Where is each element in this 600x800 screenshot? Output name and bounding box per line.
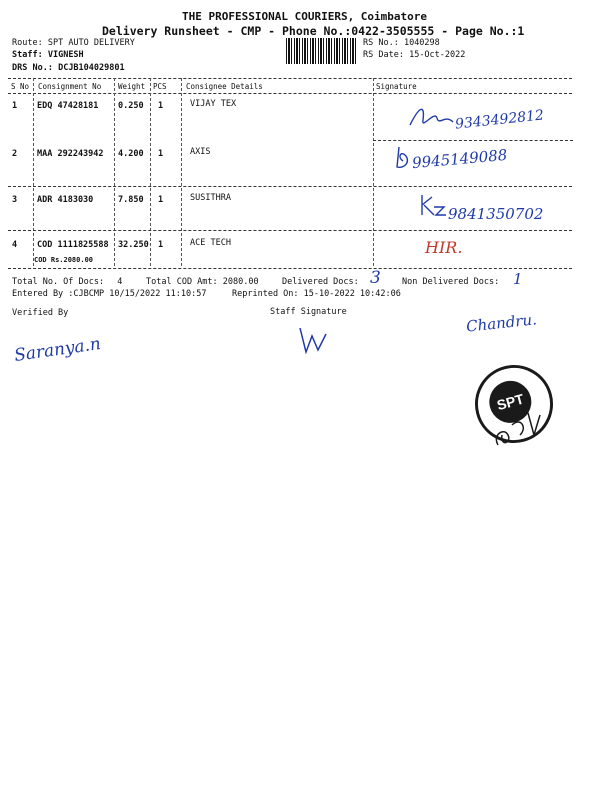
row-sno: 3 bbox=[12, 195, 18, 205]
column-divider bbox=[373, 78, 374, 266]
staff-value: VIGNESH bbox=[47, 50, 84, 60]
document-title: THE PROFESSIONAL COURIERS, Coimbatore bbox=[182, 10, 428, 23]
row-pcs: 1 bbox=[158, 240, 164, 250]
row-consignment: COD 1111825588 bbox=[37, 240, 109, 250]
row-handwritten-phone: 9343492812 bbox=[454, 107, 545, 133]
column-header-consignment: Consignment No bbox=[38, 82, 102, 91]
staff-signature-scribble bbox=[296, 326, 332, 356]
column-header-consignee: Consignee Details bbox=[186, 82, 263, 91]
row-handwritten-note: HIR. bbox=[425, 238, 463, 257]
row-pcs: 1 bbox=[158, 101, 164, 111]
delivered-docs-label: Delivered Docs: bbox=[282, 277, 359, 287]
row-rule bbox=[8, 186, 572, 187]
drs-line bbox=[12, 63, 125, 73]
row-consignee: ACE TECH bbox=[190, 238, 231, 248]
column-divider bbox=[114, 78, 115, 266]
stamp-text: SPT bbox=[495, 390, 526, 414]
row-sno: 1 bbox=[12, 101, 18, 111]
row-weight: 0.250 bbox=[118, 101, 144, 111]
route-value: SPT AUTO DELIVERY bbox=[47, 38, 135, 48]
reprinted-on: Reprinted On: 15-10-2022 10:42:06 bbox=[232, 289, 401, 299]
row-sno: 4 bbox=[12, 240, 18, 250]
row-handwritten-phone: 9841350702 bbox=[448, 205, 544, 223]
row-cod-note: COD Rs.2080.00 bbox=[34, 256, 94, 264]
entered-by: Entered By :CJBCMP 10/15/2022 11:10:57 bbox=[12, 289, 207, 299]
non-delivered-docs-value: 1 bbox=[513, 270, 523, 288]
checked-handwriting: Chandru. bbox=[465, 310, 538, 336]
staff-signature-label: Staff Signature bbox=[270, 307, 347, 317]
row-rule bbox=[373, 140, 573, 141]
route-label: Route: bbox=[12, 38, 43, 48]
delivered-docs-value: 3 bbox=[370, 268, 381, 288]
row-rule bbox=[8, 230, 572, 231]
row-consignee: AXIS bbox=[190, 147, 211, 157]
row-consignment: ADR 4183030 bbox=[37, 195, 94, 205]
total-docs-value: 4 bbox=[117, 277, 123, 287]
row-weight: 32.250 bbox=[118, 240, 149, 250]
staff-label: Staff: bbox=[12, 50, 43, 60]
column-divider bbox=[33, 78, 34, 266]
row-handwritten-phone: 9945149088 bbox=[411, 145, 509, 173]
non-delivered-docs-label: Non Delivered Docs: bbox=[402, 277, 500, 287]
drs-label: DRS No.: bbox=[12, 63, 53, 73]
staff-line bbox=[12, 50, 84, 60]
row-sno: 2 bbox=[12, 149, 18, 159]
route-line bbox=[12, 38, 135, 48]
table-header-rule bbox=[8, 93, 572, 94]
row-consignment: MAA 292243942 bbox=[37, 149, 104, 159]
row-pcs: 1 bbox=[158, 149, 164, 159]
document-subtitle: Delivery Runsheet - CMP - Phone No.:0422-3505555 - Page No.:1 bbox=[102, 24, 525, 38]
verified-handwriting: Saranya.n bbox=[13, 334, 103, 366]
rs-date-label: RS Date: bbox=[363, 50, 404, 60]
stamp-signature-scribble bbox=[490, 405, 550, 455]
rs-date-line bbox=[363, 50, 465, 60]
barcode-image bbox=[286, 38, 356, 64]
rs-date-value: 15-Oct-2022 bbox=[409, 50, 466, 60]
signature-scribble bbox=[418, 193, 448, 217]
column-divider bbox=[150, 78, 151, 266]
table-top-rule bbox=[8, 78, 572, 79]
rs-no-value: 1040298 bbox=[403, 38, 440, 48]
row-consignment: EDQ 47428181 bbox=[37, 101, 99, 111]
row-consignee: VIJAY TEX bbox=[190, 99, 237, 109]
rs-no-line bbox=[363, 38, 440, 48]
verified-by-label: Verified By bbox=[12, 308, 69, 318]
signature-scribble bbox=[393, 145, 415, 171]
drs-value: DCJB104029801 bbox=[58, 63, 125, 73]
total-cod bbox=[146, 277, 259, 287]
rs-no-label: RS No.: bbox=[363, 38, 399, 48]
row-weight: 7.850 bbox=[118, 195, 144, 205]
total-cod-label: Total COD Amt: bbox=[146, 277, 218, 287]
column-header-weight: Weight bbox=[118, 82, 146, 91]
row-weight: 4.200 bbox=[118, 149, 144, 159]
column-header-sno: S No bbox=[11, 82, 30, 91]
row-consignee: SUSITHRA bbox=[190, 193, 231, 203]
row-pcs: 1 bbox=[158, 195, 164, 205]
column-header-signature: Signature bbox=[376, 82, 417, 91]
total-docs-label: Total No. Of Docs: bbox=[12, 277, 105, 287]
total-docs bbox=[12, 277, 122, 287]
signature-scribble bbox=[405, 100, 455, 130]
column-header-pcs: PCS bbox=[153, 82, 167, 91]
table-bottom-rule bbox=[8, 268, 572, 269]
column-divider bbox=[181, 78, 182, 266]
total-cod-value: 2080.00 bbox=[222, 277, 259, 287]
